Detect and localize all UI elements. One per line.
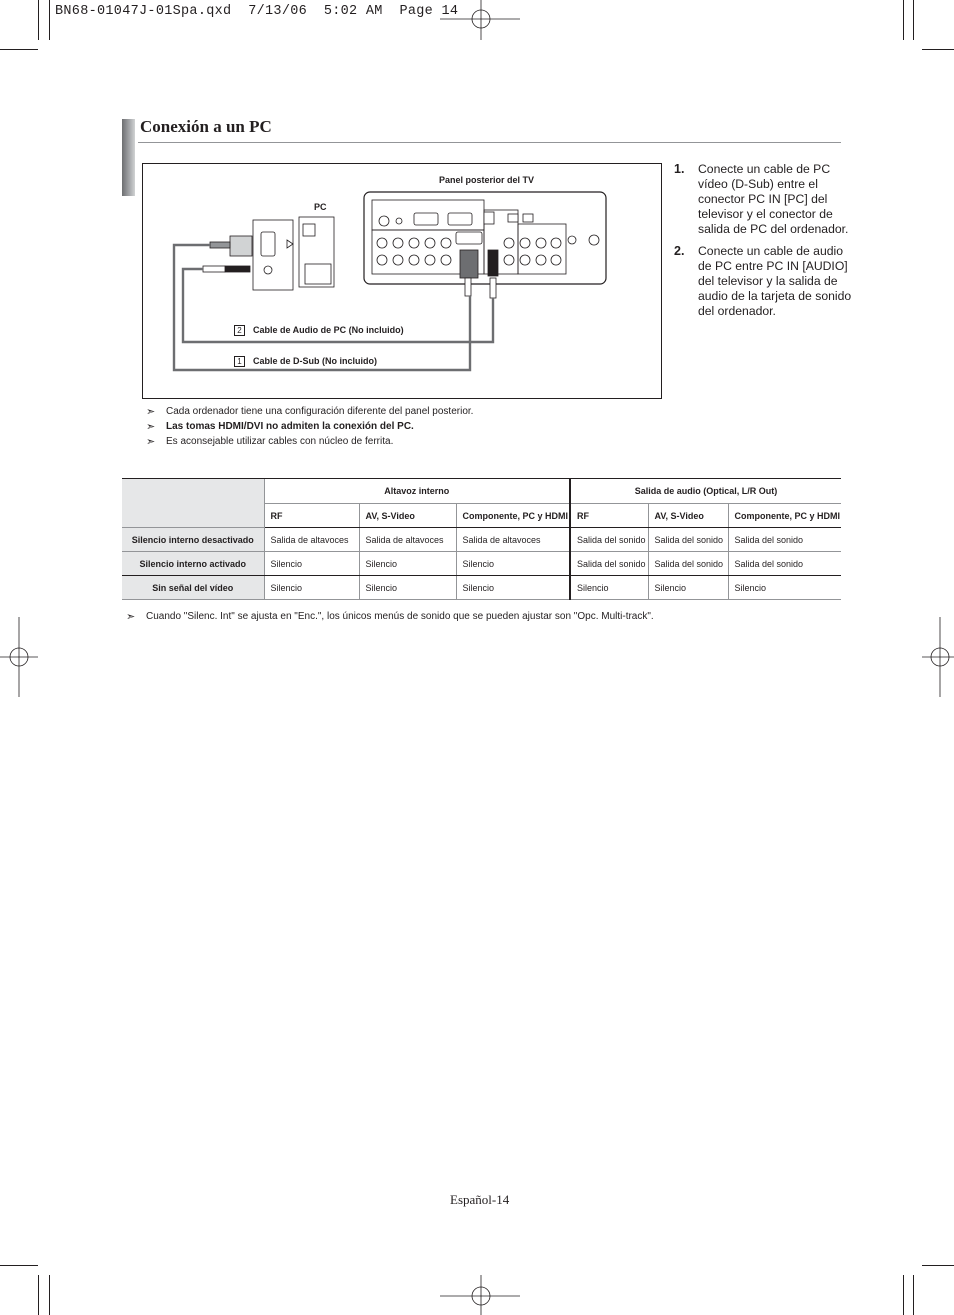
col-header: RF bbox=[264, 504, 359, 528]
table-cell: Salida de altavoces bbox=[456, 528, 570, 552]
col-header: Componente, PC y HDMI bbox=[728, 504, 841, 528]
note-3-text: Es aconsejable utilizar cables con núcleo de ferrita. bbox=[166, 436, 394, 447]
cable-1-label: 1 Cable de D-Sub (No incluido) bbox=[234, 356, 377, 367]
step-1 bbox=[674, 162, 859, 237]
row-label: Silencio interno activado bbox=[122, 552, 264, 576]
table-cell: Salida del sonido bbox=[570, 528, 648, 552]
cable-1-number: 1 bbox=[234, 356, 245, 367]
connection-diagram bbox=[142, 163, 662, 399]
page-number: Español-14 bbox=[450, 1192, 510, 1207]
tv-panel-label: Panel posterior del TV bbox=[439, 175, 535, 185]
table-note bbox=[126, 610, 654, 623]
table-cell: Silencio bbox=[456, 552, 570, 576]
table-cell: Salida del sonido bbox=[648, 552, 728, 576]
table-cell: Salida del sonido bbox=[728, 552, 841, 576]
note-arrow-icon: ➣ bbox=[146, 421, 156, 433]
pc-back-panel bbox=[253, 220, 293, 290]
col-header: Componente, PC y HDMI bbox=[456, 504, 570, 528]
diagram-illustration bbox=[143, 164, 661, 398]
col-header: AV, S-Video bbox=[648, 504, 728, 528]
cable-2-label: 2 Cable de Audio de PC (No incluido) bbox=[234, 325, 404, 336]
table-row bbox=[122, 552, 841, 576]
note-arrow-icon: ➣ bbox=[126, 611, 136, 623]
row-label: Sin señal del vídeo bbox=[122, 576, 264, 600]
note-arrow-icon: ➣ bbox=[146, 406, 156, 418]
table-corner bbox=[122, 479, 264, 528]
note-2-text: Las tomas HDMI/DVI no admiten la conexión del PC. bbox=[166, 421, 414, 432]
table-cell: Salida de altavoces bbox=[359, 528, 456, 552]
col-header: RF bbox=[570, 504, 648, 528]
note-3 bbox=[146, 435, 393, 448]
table-row bbox=[122, 576, 841, 600]
step-2-text: Conecte un cable de audio de PC entre PC IN [AUDIO] del televisor y la salida de audio de la tarjeta de sonido del ordenador. bbox=[698, 244, 852, 318]
cable-2-number: 2 bbox=[234, 325, 245, 336]
group-header-internal-speaker: Altavoz interno bbox=[264, 479, 570, 504]
audio-output-table bbox=[122, 478, 841, 600]
table-cell: Salida del sonido bbox=[648, 528, 728, 552]
table-cell: Silencio bbox=[456, 576, 570, 600]
step-1-number: 1. bbox=[674, 162, 685, 176]
instruction-steps bbox=[674, 162, 859, 326]
print-header: BN68-01047J-01Spa.qxd 7/13/06 5:02 AM Page 14 bbox=[55, 4, 459, 19]
col-header: AV, S-Video bbox=[359, 504, 456, 528]
table-cell: Silencio bbox=[264, 576, 359, 600]
pc-label: PC bbox=[314, 202, 327, 212]
table-cell: Salida del sonido bbox=[728, 528, 841, 552]
table-cell: Salida de altavoces bbox=[264, 528, 359, 552]
table-cell: Salida del sonido bbox=[570, 552, 648, 576]
pc-tower bbox=[299, 217, 334, 287]
step-1-text: Conecte un cable de PC vídeo (D-Sub) entre el conector PC IN [PC] del televisor y el conector de salida de PC del ordenador. bbox=[698, 162, 849, 236]
table-cell: Silencio bbox=[648, 576, 728, 600]
step-2-number: 2. bbox=[674, 244, 685, 258]
note-arrow-icon: ➣ bbox=[146, 436, 156, 448]
table-cell: Silencio bbox=[570, 576, 648, 600]
table-row bbox=[122, 528, 841, 552]
group-header-audio-out: Salida de audio (Optical, L/R Out) bbox=[570, 479, 841, 504]
note-2 bbox=[146, 420, 414, 433]
title-accent-bar bbox=[122, 119, 135, 196]
step-2 bbox=[674, 244, 859, 319]
table-cell: Silencio bbox=[728, 576, 841, 600]
row-label: Silencio interno desactivado bbox=[122, 528, 264, 552]
table-cell: Silencio bbox=[359, 576, 456, 600]
table-cell: Silencio bbox=[264, 552, 359, 576]
table-note-text: Cuando "Silenc. Int" se ajusta en "Enc.", los únicos menús de sonido que se pueden ajustar son "Opc. Multi-track". bbox=[146, 611, 654, 622]
note-1 bbox=[146, 405, 473, 418]
note-1-text: Cada ordenador tiene una configuración diferente del panel posterior. bbox=[166, 406, 474, 417]
page-title: Conexión a un PC bbox=[140, 117, 272, 136]
title-rule bbox=[138, 142, 841, 143]
table-cell: Silencio bbox=[359, 552, 456, 576]
